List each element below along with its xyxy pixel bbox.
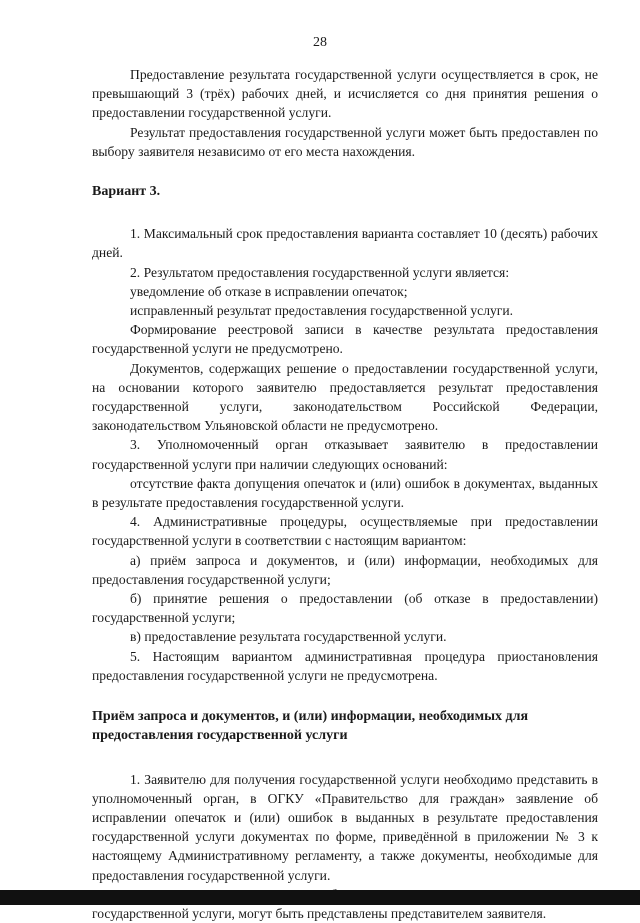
variant-paragraph-8: отсутствие факта допущения опечаток и (или) ошибок в документах, выданных в результате предоставления государственной услуги.: [92, 475, 598, 511]
page-number: 28: [313, 35, 327, 50]
variant-paragraph-6: Документов, содержащих решение о предоставлении государственной услуги, на основании которого заявителю предоставляется результат предоставления государственной услуги, законодательством Российской Федерации, законодательством Ульяновской области не предусмотрено.: [92, 360, 598, 434]
scan-bottom-edge: [0, 890, 640, 905]
variant-paragraph-10: а) приём запроса и документов, и (или) информации, необходимых для предоставления государственной услуги;: [92, 552, 598, 587]
section-heading-line-1: Приём запроса и документов, и (или) информации, необходимых для: [92, 709, 529, 725]
variant-paragraph-12: в) предоставление результата государственной услуги.: [130, 629, 447, 645]
intro-paragraph-2: Результат предоставления государственной услуги может быть предоставлен по выбору заявителя независимо от его места нахождения.: [92, 124, 598, 159]
document-body: [92, 65, 598, 923]
variant-paragraph-1: 1. Максимальный срок предоставления варианта составляет 10 (десять) рабочих дней.: [92, 226, 598, 261]
variant-paragraph-9: 4. Административные процедуры, осуществляемые при предоставлении государственной услуги в соответствии с настоящим вариантом:: [92, 514, 598, 549]
variant-paragraph-3: уведомление об отказе в исправлении опечаток;: [130, 283, 408, 299]
variant-paragraph-4: исправленный результат предоставления государственной услуги.: [130, 303, 514, 319]
variant-paragraph-5: Формирование реестровой записи в качестве результата предоставления государственной услуги не предусмотрено.: [92, 322, 598, 357]
section-paragraph-1: 1. Заявителю для получения государственной услуги необходимо представить в уполномоченный орган, в ОГКУ «Правительство для граждан» заявление об исправлении опечаток и (или) ошибок в выданных в результате предоставления государственной услуги документах по форме, приведённой в приложении № 3 к настоящему Административному регламенту, а также документы, необходимые для предоставления государственной услуги.: [92, 771, 598, 883]
section-heading-line-2: предоставления государственной услуги: [92, 728, 348, 744]
section-paragraph-2: государственной услуги, могут быть представлены представителем заявителя.: [92, 905, 547, 921]
variant-paragraph-11: б) принятие решения о предоставлении (об отказе в предоставлении) государственной услуги;: [92, 591, 598, 626]
variant-heading: Вариант 3.: [92, 184, 161, 200]
intro-paragraph-1: Предоставление результата государственной услуги осуществляется в срок, не превышающий 3 (трёх) рабочих дней, и исчисляется со дня принятия решения о предоставлении государственной услуги.: [92, 67, 598, 121]
variant-paragraph-2: 2. Результатом предоставления государственной услуги является:: [130, 264, 510, 280]
variant-paragraph-13: 5. Настоящим вариантом административная процедура приостановления предоставления государственной услуги не предусмотрена.: [92, 648, 598, 683]
variant-paragraph-7: 3. Уполномоченный орган отказывает заявителю в предоставлении государственной услуги при наличии следующих оснований:: [92, 437, 598, 472]
